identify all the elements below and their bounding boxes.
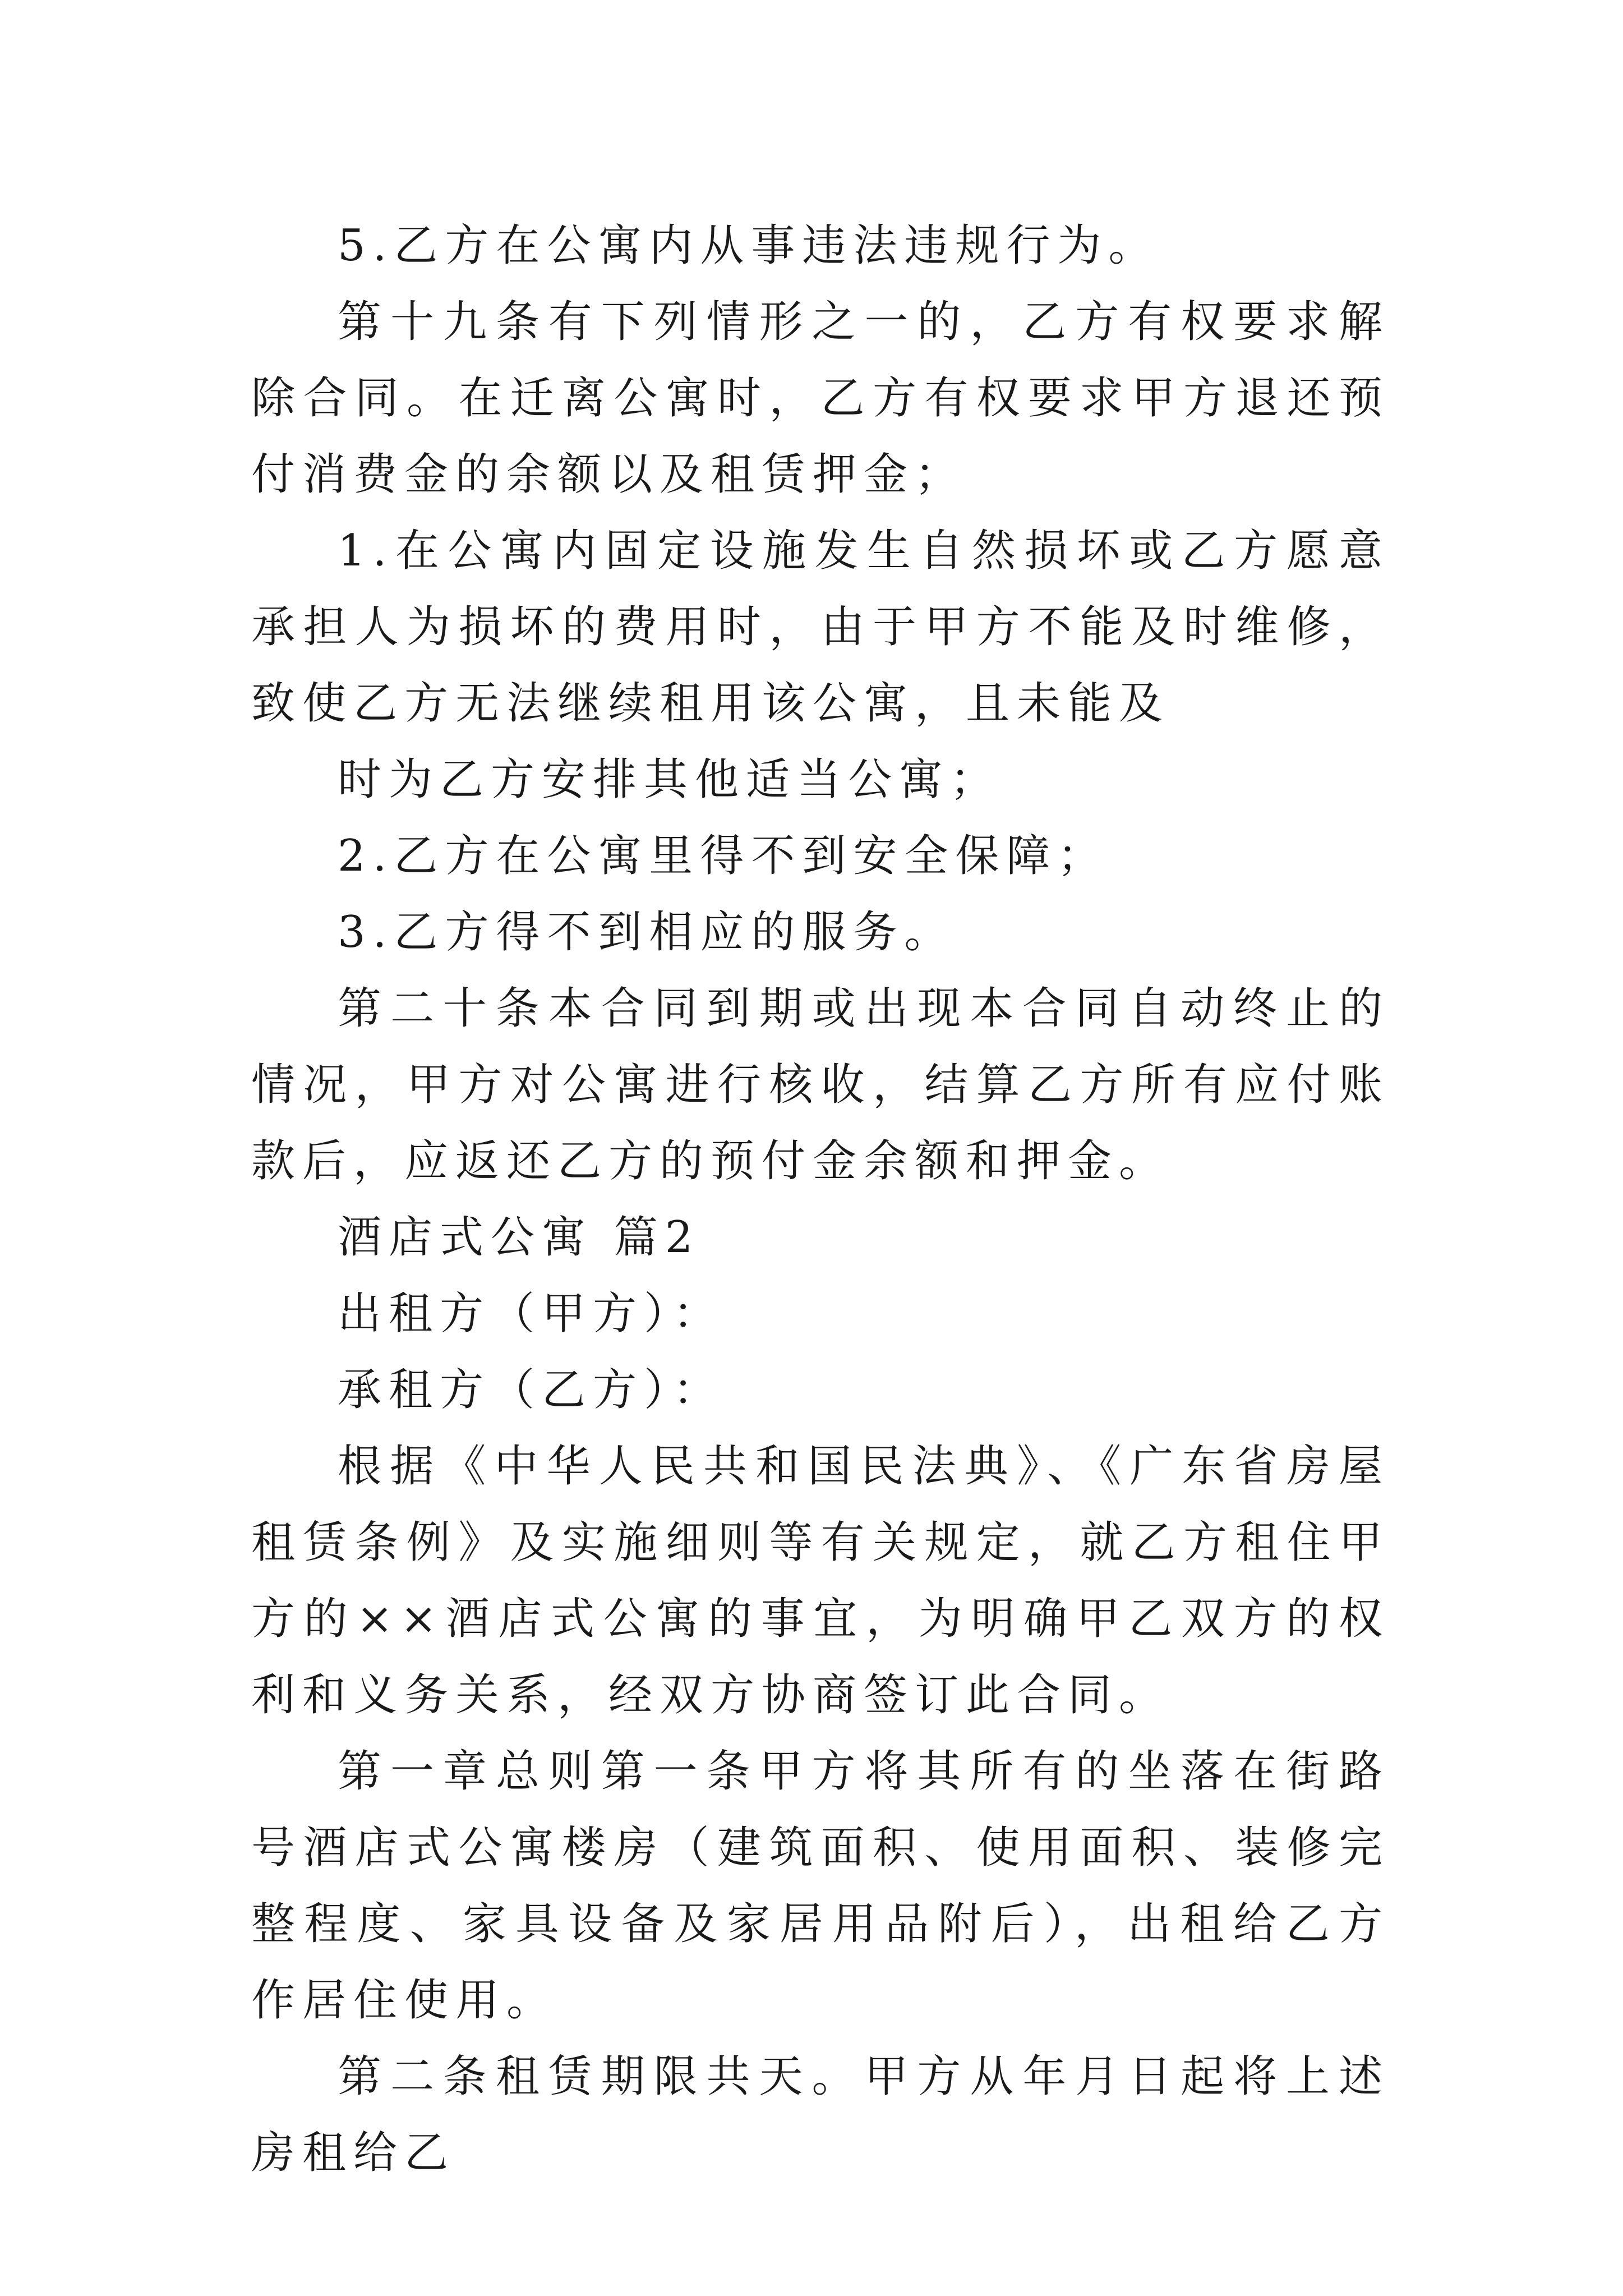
paragraph-item-2: 2.乙方在公寓里得不到安全保障； — [338, 831, 1109, 881]
document-body — [251, 208, 1390, 2191]
paragraph-clause-5: 5.乙方在公寓内从事违法违规行为。 — [338, 220, 1160, 271]
paragraph-article-20: 第二十条本合同到期或出现本合同自动终止的情况，甲方对公寓进行核收，结算乙方所有应付账款后，应返还乙方的预付金余额和押金。 — [251, 983, 1390, 1186]
paragraph-article-2: 第二条租赁期限共天。甲方从年月日起将上述房租给乙 — [251, 2051, 1390, 2178]
section-heading: 酒店式公寓 篇2 — [338, 1212, 700, 1263]
paragraph-item-1: 1.在公寓内固定设施发生自然损坏或乙方愿意承担人为损坏的费用时，由于甲方不能及时维修，致使乙方无法继续租用该公寓，且未能及 — [251, 526, 1390, 729]
lessor-line: 出租方（甲方）： — [338, 1289, 725, 1339]
lessee-line: 承租方（乙方）： — [338, 1365, 725, 1415]
paragraph-chapter-1-article-1: 第一章总则第一条甲方将其所有的坐落在街路号酒店式公寓楼房（建筑面积、使用面积、装修完整程度、家具设备及家居用品附后），出租给乙方作居住使用。 — [251, 1746, 1390, 2026]
paragraph-article-19: 第十九条有下列情形之一的，乙方有权要求解除合同。在迁离公寓时，乙方有权要求甲方退还预付消费金的余额以及租赁押金； — [251, 297, 1390, 500]
paragraph-item-3: 3.乙方得不到相应的服务。 — [338, 907, 956, 958]
paragraph-preamble: 根据《中华人民共和国民法典》、《广东省房屋租赁条例》及实施细则等有关规定，就乙方租住甲方的××酒店式公寓的事宜，为明确甲乙双方的权利和义务关系，经双方协商签订此合同。 — [251, 1441, 1390, 1720]
paragraph-item-1-continued: 时为乙方安排其他适当公寓； — [338, 754, 1002, 805]
